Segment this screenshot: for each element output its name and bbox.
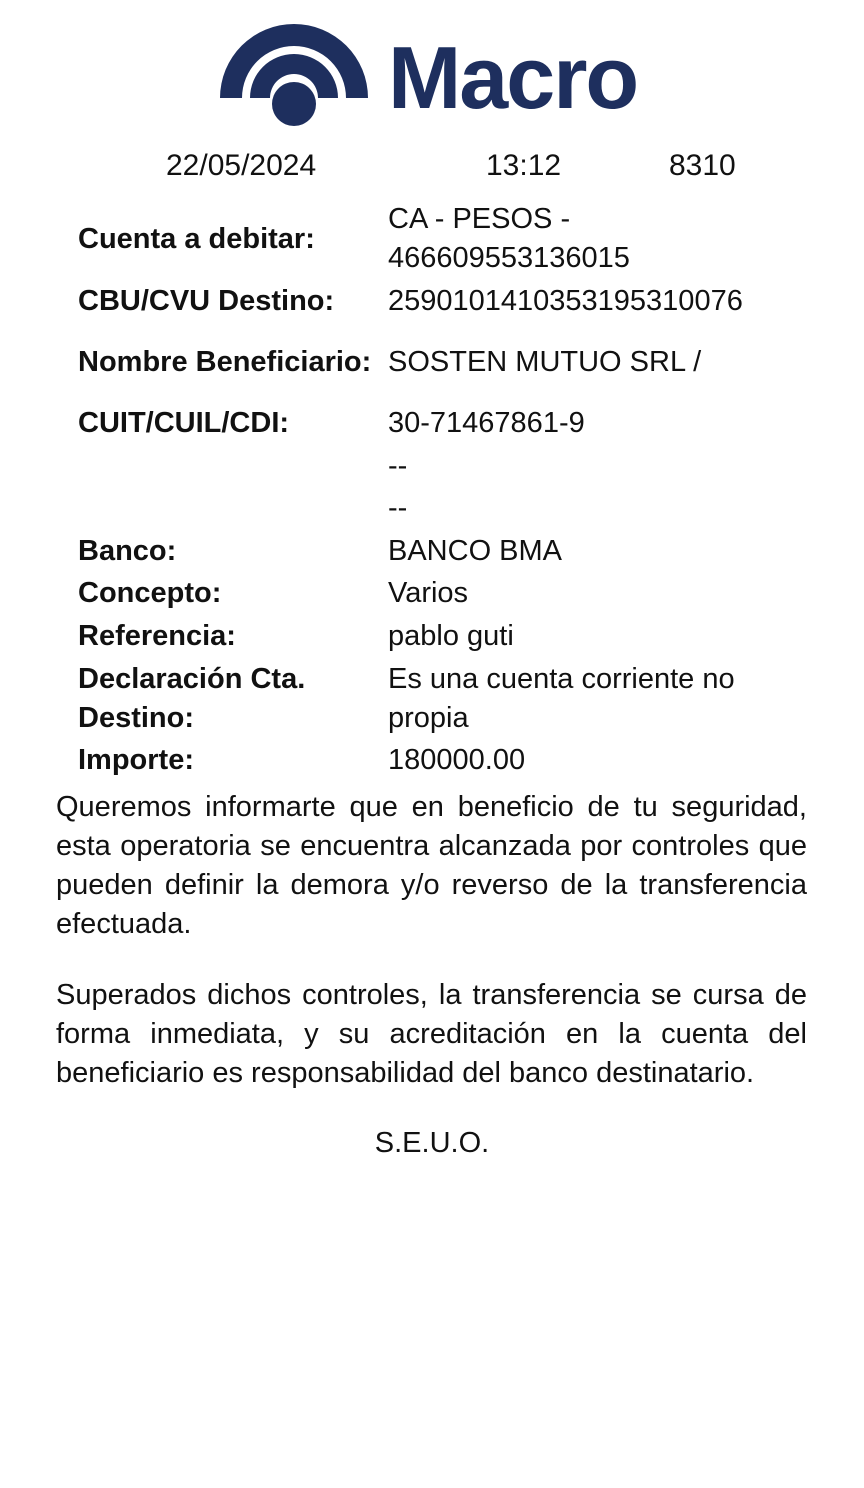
concepto-label: Concepto: (78, 577, 222, 610)
cuenta-value: CA - PESOS - 466609553136015 (388, 203, 630, 274)
declaracion-value: Es una cuenta corriente no propia (388, 662, 735, 734)
importe-label: Importe: (78, 744, 194, 777)
cbu-label: CBU/CVU Destino: (78, 284, 335, 317)
concepto-value: Varios (388, 577, 469, 610)
detail-row-nombre (74, 323, 808, 403)
declaracion-label: Declaración Cta. Destino: (78, 662, 306, 734)
importe-value: 180000.00 (388, 744, 526, 777)
cuit-label: CUIT/CUIL/CDI: (78, 407, 290, 440)
referencia-value: pablo guti (388, 619, 514, 652)
empty-label (74, 488, 388, 531)
detail-row-concepto (74, 573, 808, 616)
nombre-value: SOSTEN MUTUO SRL / (388, 346, 702, 378)
security-notice: Queremos informarte que en beneficio de tu seguridad, esta operatoria se encuentra alcanzada por controles que pueden definir la demora y/o reverso de la transferencia efectuada. (56, 791, 807, 940)
nombre-label: Nombre Beneficiario: (78, 346, 372, 378)
detail-row-cbu (74, 280, 808, 323)
detail-row-referencia (74, 615, 808, 658)
detail-row-empty-1 (74, 445, 808, 488)
banco-label: Banco: (78, 534, 177, 567)
detail-row-banco (74, 530, 808, 573)
detail-row-empty-2 (74, 488, 808, 531)
cbu-value: 2590101410353195310076 (388, 284, 743, 317)
dash-value-1: -- (388, 449, 408, 482)
detail-row-cuit (74, 403, 808, 446)
detail-row-cuenta (74, 198, 808, 280)
dash-value-2: -- (388, 492, 408, 525)
transaction-date: 22/05/2024 (166, 149, 317, 182)
logo-wordmark: Macro (388, 28, 638, 127)
transaction-time: 13:12 (486, 149, 562, 182)
crediting-notice: Superados dichos controles, la transferencia se cursa de forma inmediata, y su acreditación en la cuenta del beneficiario es responsabilidad del banco destinatario. (56, 979, 807, 1089)
detail-row-declaracion (74, 658, 808, 740)
bank-logo (216, 24, 666, 132)
referencia-label: Referencia: (78, 619, 236, 652)
empty-label (74, 445, 388, 488)
cuit-value: 30-71467861-9 (388, 407, 585, 440)
seuo-footer: S.E.U.O. (374, 1127, 490, 1159)
transfer-details-table (74, 198, 808, 782)
logo-dot (272, 82, 316, 126)
macro-arcs-icon (216, 24, 386, 132)
cuenta-label: Cuenta a debitar: (78, 222, 315, 255)
transaction-code: 8310 (669, 149, 736, 182)
detail-row-importe (74, 740, 808, 783)
banco-value: BANCO BMA (388, 534, 563, 567)
